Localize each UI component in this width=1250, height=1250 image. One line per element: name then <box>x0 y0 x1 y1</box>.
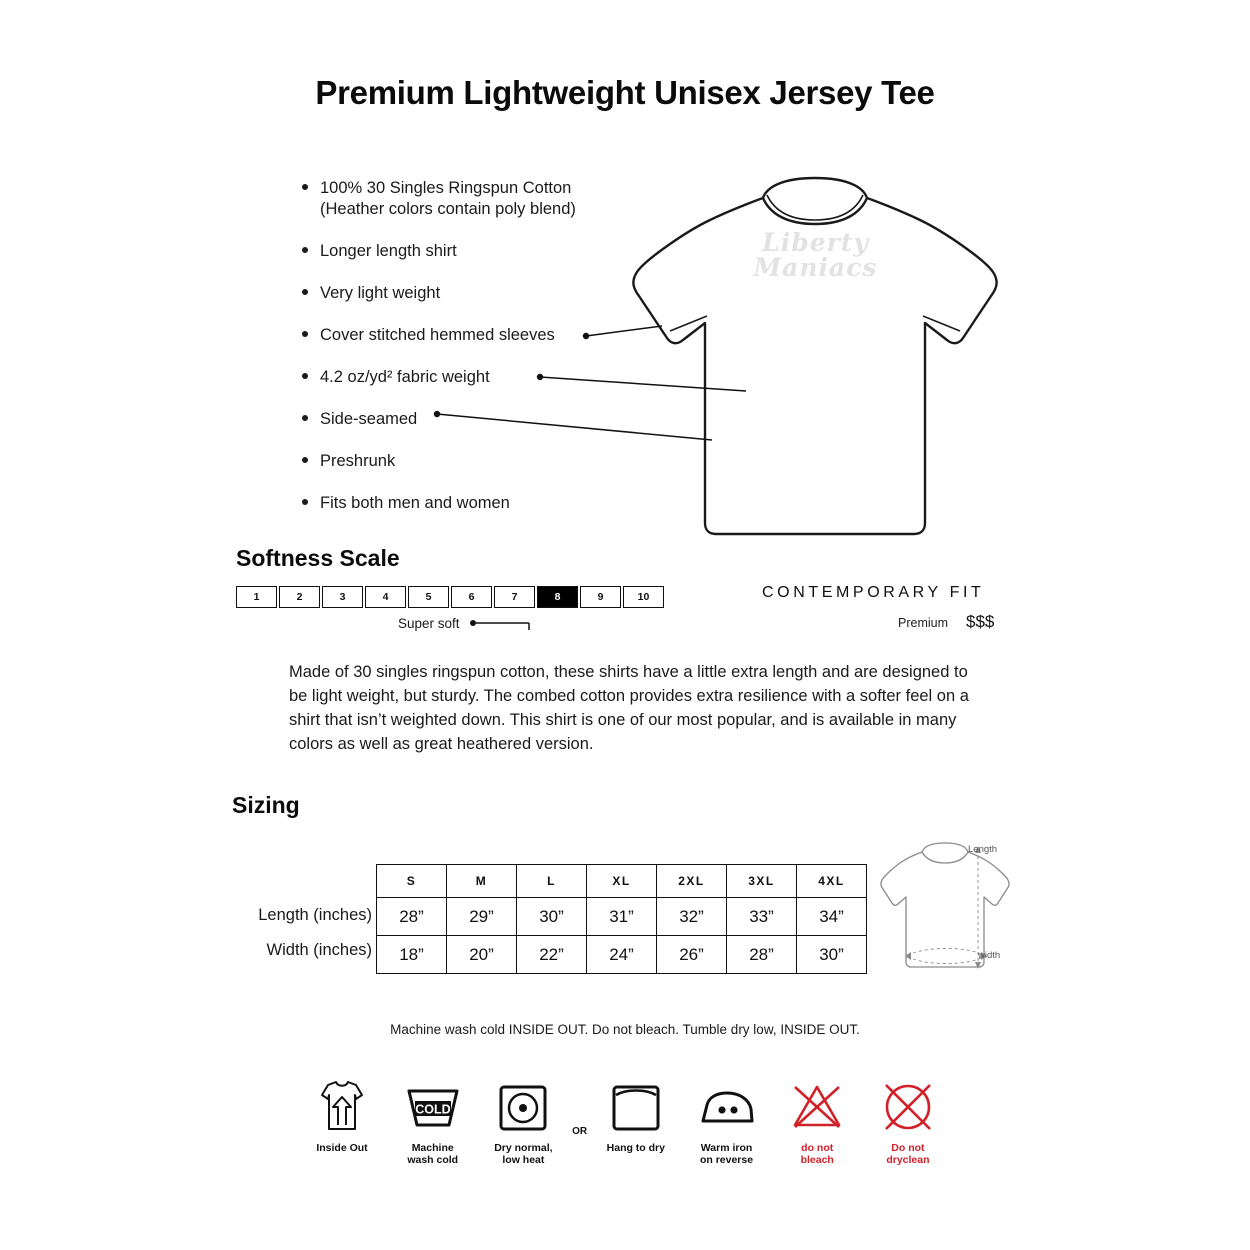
feature-text: Cover stitched hemmed sleeves <box>320 326 555 344</box>
table-row <box>377 898 867 936</box>
feature-text: Preshrunk <box>320 452 396 470</box>
size-table <box>376 864 867 974</box>
feature-list <box>298 178 628 535</box>
diagram-width-label: width <box>978 950 1001 961</box>
bullet-icon <box>302 331 308 337</box>
list-item <box>298 451 628 472</box>
care-item-warm-iron <box>685 1078 769 1166</box>
pointer-icon <box>469 617 539 631</box>
bullet-icon <box>302 373 308 379</box>
care-caption: do not bleach <box>800 1142 834 1166</box>
row-label-width: Width (inches) <box>266 941 372 959</box>
cell-length: 31” <box>587 898 657 936</box>
list-item <box>298 241 628 262</box>
list-item <box>298 178 628 220</box>
column-header: 4XL <box>797 865 867 898</box>
cell-length: 28” <box>377 898 447 936</box>
price-label: $$$ <box>966 612 995 631</box>
brand-watermark <box>743 230 888 280</box>
machine-wash-cold-icon <box>391 1078 475 1136</box>
scale-cell: 9 <box>580 586 621 608</box>
do-not-dryclean-icon <box>866 1078 950 1136</box>
list-item <box>298 283 628 304</box>
scale-cell: 6 <box>451 586 492 608</box>
measurement-diagram <box>880 838 1010 978</box>
bullet-icon <box>302 457 308 463</box>
cell-length: 32” <box>657 898 727 936</box>
scale-cell-active: 8 <box>537 586 578 608</box>
tshirt-icon <box>615 168 1015 558</box>
scale-cell: 5 <box>408 586 449 608</box>
cell-length: 30” <box>517 898 587 936</box>
table-row <box>377 936 867 974</box>
sizing-heading: Sizing <box>232 792 300 818</box>
scale-cell: 10 <box>623 586 664 608</box>
column-header: 3XL <box>727 865 797 898</box>
list-item <box>298 367 628 388</box>
care-item-machine-wash-cold <box>391 1078 475 1166</box>
softness-scale <box>236 586 666 608</box>
scale-cell: 3 <box>322 586 363 608</box>
list-item <box>298 493 628 514</box>
cell-length: 29” <box>447 898 517 936</box>
care-icon-row <box>300 1078 950 1166</box>
care-caption: Machine wash cold <box>407 1142 459 1166</box>
bullet-icon <box>302 415 308 421</box>
cell-length: 33” <box>727 898 797 936</box>
or-separator-label: OR <box>572 1125 588 1137</box>
bullet-icon <box>302 247 308 253</box>
feature-text: Fits both men and women <box>320 494 510 512</box>
care-item-tumble-dry-low <box>481 1078 565 1166</box>
brand-line-1: Liberty <box>762 228 869 257</box>
cell-width: 28” <box>727 936 797 974</box>
scale-cell: 1 <box>236 586 277 608</box>
bullet-icon <box>302 184 308 190</box>
care-caption: Inside Out <box>316 1142 368 1154</box>
bullet-icon <box>302 499 308 505</box>
feature-text: 100% 30 Singles Ringspun Cotton <box>320 179 572 197</box>
care-caption: Dry normal, low heat <box>494 1142 553 1166</box>
care-item-do-not-bleach <box>775 1078 859 1166</box>
softness-caption-text: Super soft <box>398 616 460 631</box>
brand-line-2: Maniacs <box>753 253 878 282</box>
feature-text: Longer length shirt <box>320 242 457 260</box>
fit-label: CONTEMPORARY FIT <box>762 584 985 601</box>
warm-iron-icon <box>685 1078 769 1136</box>
care-caption: Do not dryclean <box>886 1142 930 1166</box>
feature-text: Very light weight <box>320 284 441 302</box>
scale-cell: 7 <box>494 586 535 608</box>
cell-width: 18” <box>377 936 447 974</box>
size-row-labels <box>222 898 372 968</box>
scale-cell: 4 <box>365 586 406 608</box>
softness-heading: Softness Scale <box>236 545 400 571</box>
care-item-do-not-dryclean <box>866 1078 950 1166</box>
row-label-length: Length (inches) <box>258 906 372 924</box>
care-caption: Hang to dry <box>606 1142 665 1154</box>
product-description: Made of 30 singles ringspun cotton, these shirts have a little extra length and are designed to be light weight, but sturdy. The combed cotton provides extra resilience with a softer feel on a shirt that isn’t weighted down. This shirt is one of our most popular, and is available in many colors as well as great heathered version. <box>289 663 969 753</box>
bullet-icon <box>302 289 308 295</box>
table-header-row <box>377 865 867 898</box>
svg-text:COLD: COLD <box>414 1102 451 1117</box>
hang-to-dry-icon <box>594 1078 678 1136</box>
list-item <box>298 325 628 346</box>
care-caption: Warm iron on reverse <box>699 1142 754 1166</box>
page-title: Premium Lightweight Unisex Jersey Tee <box>315 74 935 111</box>
care-instructions-text: Machine wash cold INSIDE OUT. Do not bleach. Tumble dry low, INSIDE OUT. <box>390 1022 860 1037</box>
cell-length: 34” <box>797 898 867 936</box>
column-header: XL <box>587 865 657 898</box>
column-header: 2XL <box>657 865 727 898</box>
cell-width: 24” <box>587 936 657 974</box>
cell-width: 22” <box>517 936 587 974</box>
tshirt-illustration <box>615 168 1015 558</box>
column-header: L <box>517 865 587 898</box>
inside-out-icon <box>300 1078 384 1136</box>
scale-cell: 2 <box>279 586 320 608</box>
feature-text: 4.2 oz/yd² fabric weight <box>320 368 490 386</box>
care-item-hang-to-dry <box>594 1078 678 1154</box>
column-header: M <box>447 865 517 898</box>
tier-label: Premium <box>898 616 949 630</box>
cell-width: 20” <box>447 936 517 974</box>
do-not-bleach-icon <box>775 1078 859 1136</box>
cell-width: 30” <box>797 936 867 974</box>
column-header: S <box>377 865 447 898</box>
list-item <box>298 409 628 430</box>
tumble-dry-low-icon <box>481 1078 565 1136</box>
softness-caption <box>398 616 539 631</box>
feature-text: Side-seamed <box>320 410 418 428</box>
feature-subtext: (Heather colors contain poly blend) <box>320 200 576 218</box>
diagram-length-label: Length <box>968 844 998 855</box>
care-item-inside-out <box>300 1078 384 1154</box>
cell-width: 26” <box>657 936 727 974</box>
